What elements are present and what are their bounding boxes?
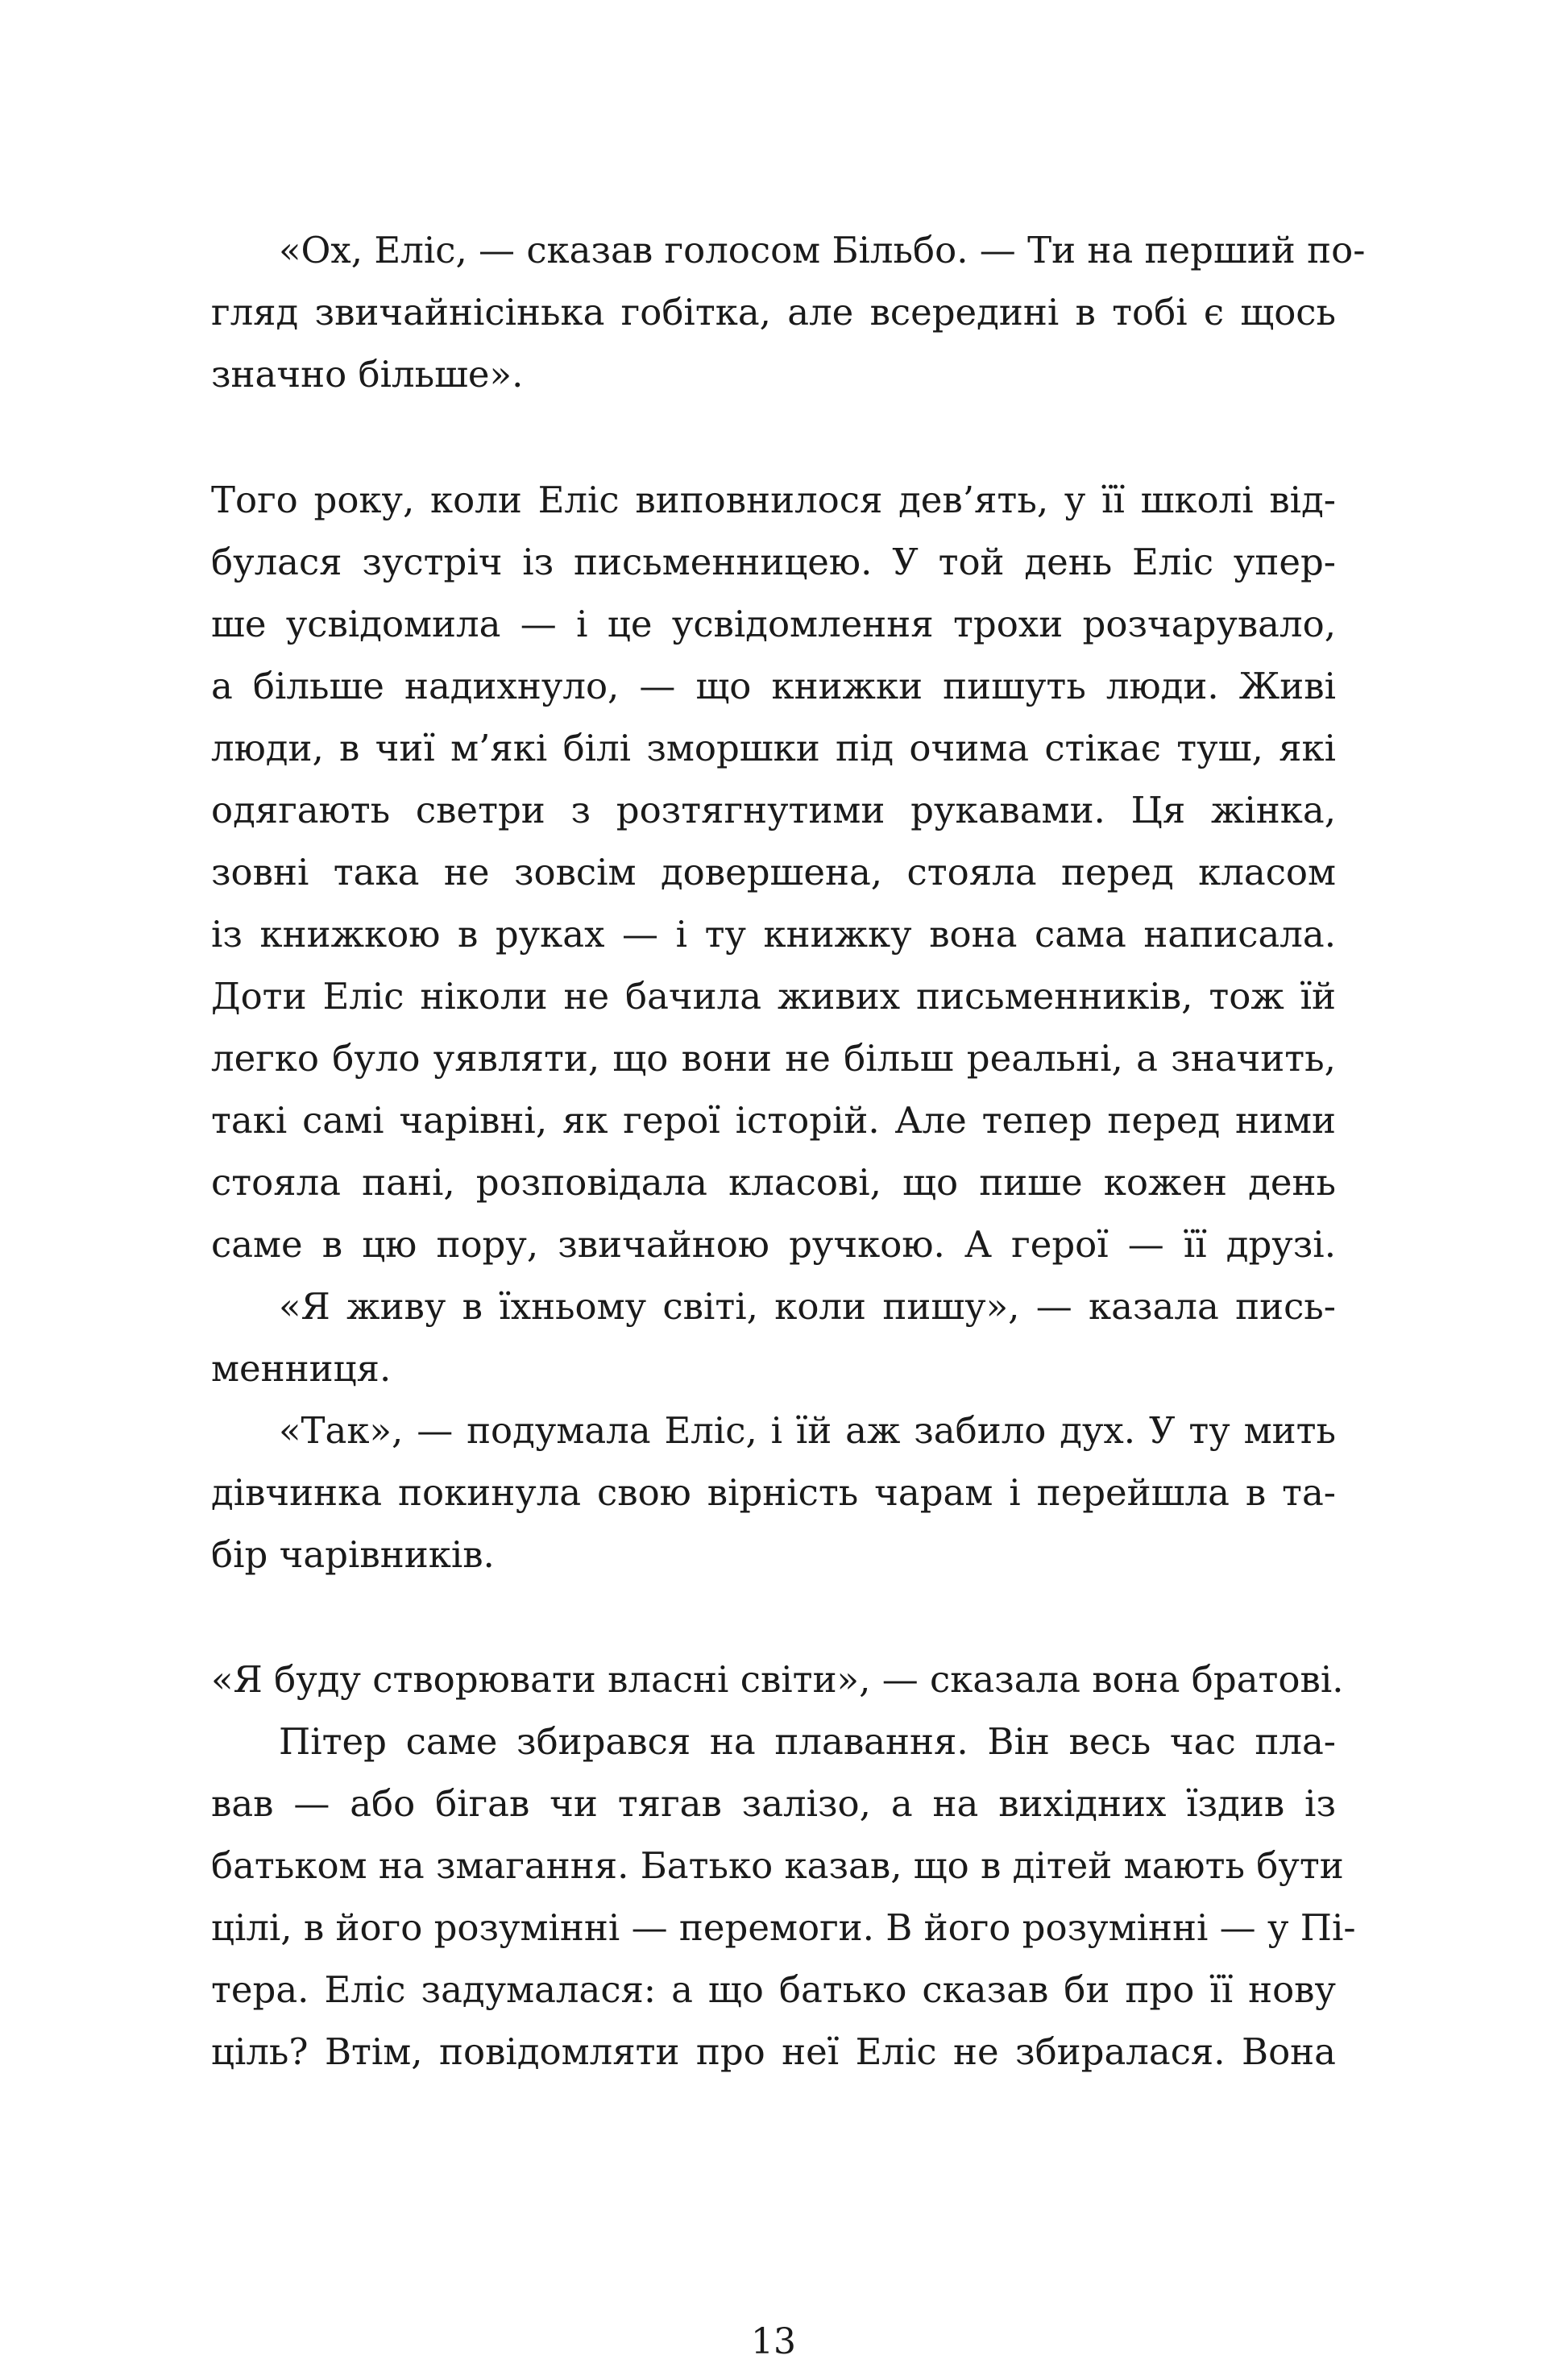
text-line: люди, в чиї м’які білі зморшки під очима стікає туш, які [211, 727, 1336, 769]
text-line: такі самі чарівні, як герої історій. Але тепер перед ними [211, 1099, 1336, 1142]
paragraph-own-worlds [211, 1648, 1356, 2083]
text-line: зовні така не зовсім довершена, стояла перед класом [211, 851, 1336, 894]
text-line: бір чарівників. [211, 1533, 495, 1576]
text-line: із книжкою в руках — і ту книжку вона сама написала. [211, 913, 1336, 956]
text-line: Доти Еліс ніколи не бачила живих письменників, тож їй [211, 975, 1336, 1018]
text-line: тера. Еліс задумалася: а що батько сказав би про її нову [211, 1968, 1336, 2011]
text-line: ціль? Втім, повідомляти про неї Еліс не збиралася. Вона [211, 2030, 1336, 2073]
text-line: одягають светри з розтягнутими рукавами. Ця жінка, [211, 789, 1336, 831]
text-line: менниця. [211, 1347, 392, 1390]
text-line: булася зустріч із письменницею. У той день Еліс упер- [211, 541, 1336, 583]
paragraph-bilbo-quote [211, 219, 1366, 405]
text-line: легко було уявляти, що вони не більш реальні, а значить, [211, 1037, 1336, 1080]
text-line: а більше надихнуло, — що книжки пишуть люди. Живі [211, 665, 1336, 707]
page-number: 13 [751, 2321, 796, 2362]
text-line: «Ох, Еліс, — сказав голосом Більбо. — Ти на перший по- [279, 229, 1366, 272]
text-line: ше усвідомила — і це усвідомлення трохи розчарувало, [211, 603, 1336, 645]
text-line: значно більше». [211, 353, 524, 396]
text-line: дівчинка покинула свою вірність чарам і перейшла в та- [211, 1471, 1336, 1514]
text-line: Того року, коли Еліс виповнилося дев’ять, у її школі від- [211, 479, 1336, 521]
text-line: «Я буду створювати власні світи», — сказала вона братові. [211, 1658, 1344, 1701]
text-line: Пітер саме збирався на плавання. Він весь час пла- [279, 1720, 1336, 1763]
text-line: вав — або бігав чи тягав залізо, а на вихідних їздив із [211, 1782, 1336, 1825]
text-line: саме в цю пору, звичайною ручкою. А герої — її друзі. [211, 1223, 1336, 1266]
text-line: цілі, в його розумінні — перемоги. В його розумінні — у Пі- [211, 1906, 1356, 1949]
text-line: гляд звичайнісінька гобітка, але всередині в тобі є щось [211, 291, 1336, 334]
text-line: «Я живу в їхньому світі, коли пишу», — казала пись- [279, 1285, 1336, 1328]
text-line: батьком на змагання. Батько казав, що в дітей мають бути [211, 1844, 1344, 1887]
paragraph-writer-meeting [211, 469, 1336, 1586]
text-line: стояла пані, розповідала класові, що пише кожен день [211, 1161, 1336, 1204]
text-line: «Так», — подумала Еліс, і їй аж забило дух. У ту мить [279, 1409, 1336, 1452]
